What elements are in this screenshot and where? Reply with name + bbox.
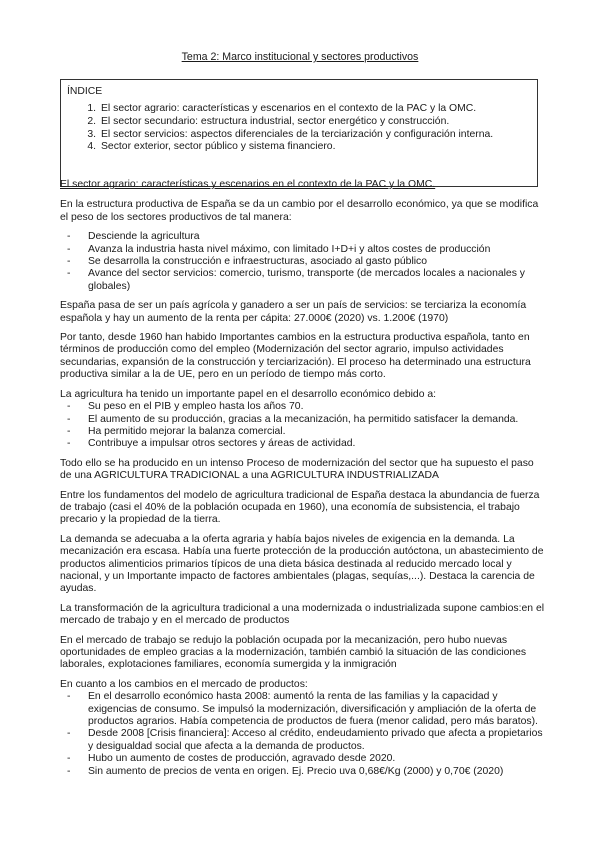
dash-marker: - [67, 243, 71, 255]
dash-marker: - [67, 231, 71, 243]
dash-marker: - [67, 401, 71, 413]
index-list [67, 103, 537, 153]
dash-marker: - [67, 728, 71, 740]
index-item: 4. Sector exterior, sector público y sistema financiero. [87, 141, 336, 153]
list-item: - Su peso en el PIB y empleo hasta los años 70. [60, 401, 548, 413]
list-item: - Sin aumento de precios de venta en origen. Ej. Precio uva 0,68€/Kg (2000) y 0,70€ (2020) [60, 766, 548, 778]
dash-marker: - [67, 438, 71, 450]
index-box [60, 79, 538, 187]
paragraph: España pasa de ser un país agrícola y ganadero a ser un país de servicios: se terciariza la economía española y hay un aumento de la renta per cápita: 27.000€ (2020) vs. 1.200€ (1970) [60, 300, 527, 324]
list-item: - Avance del sector servicios: comercio, turismo, transporte (de mercados locales a nacionales y globales) [60, 268, 548, 293]
list-item: - El aumento de su producción, gracias a la mecanización, ha permitido satisfacer la demanda. [60, 414, 548, 426]
paragraph: Todo ello se ha producido en un intenso Proceso de modernización del sector que ha supuesto el paso de una AGRICULTURA TRADICIONAL a una AGRICULTURA INDUSTRIALIZADA [60, 457, 534, 482]
list-item: - Avanza la industria hasta nivel máximo, con limitado I+D+i y altos costes de producción [60, 244, 548, 256]
paragraph: La agricultura ha tenido un importante papel en el desarrollo económico debido a: [60, 388, 437, 400]
dash-list [60, 231, 548, 293]
index-heading: ÍNDICE [67, 86, 103, 97]
paragraph: La transformación de la agricultura tradicional a una modernizada o industrializada supone cambios:en el mercado de trabajo y en el mercado de productos [60, 602, 545, 627]
list-item: - Ha permitido mejorar la balanza comercial. [60, 426, 548, 438]
dash-marker: - [67, 256, 71, 268]
dash-list [60, 401, 548, 451]
dash-marker: - [67, 425, 71, 437]
dash-marker: - [67, 765, 71, 777]
dash-marker: - [67, 413, 71, 425]
list-item: - Contribuye a impulsar otros sectores y áreas de actividad. [60, 438, 548, 450]
document-body [60, 179, 548, 785]
dash-list [60, 691, 548, 778]
section-title: El sector agrario: características y escenarios en el contexto de la PAC y la OMC. [60, 179, 436, 190]
dash-marker: - [67, 691, 71, 703]
list-item: - En el desarrollo económico hasta 2008: aumentó la renta de las familias y la capacidad y exigencias de consumo. Se impulsó la modernización, diversificación y ampliación de la oferta de productos agrarios. Había competencia de productos de fuera (menor calidad, pero más baratos). [60, 691, 548, 728]
dash-marker: - [67, 753, 71, 765]
paragraph: En la estructura productiva de España se da un cambio por el desarrollo económico, ya que se modifica el peso de los sectores productivos de tal manera: [60, 199, 539, 223]
dash-marker: - [67, 268, 71, 280]
paragraph: Por tanto, desde 1960 han habido Importantes cambios en la estructura productiva española, tanto en términos de producción como del empleo (Modernización del sector agrario, impulso actividades secundarias, expansión de la construcción y terciarización). El proceso ha determinado una estructura productiva similar a la de UE, pero en un período de tiempo más corto. [60, 332, 531, 381]
paragraph: En cuanto a los cambios en el mercado de productos: [60, 678, 308, 690]
paragraph: Entre los fundamentos del modelo de agricultura tradicional de España destaca la abundancia de fuerza de trabajo (casi el 40% de la población ocupada en 1960), una economía de subsistencia, el trabajo precario y la propiedad de la tierra. [60, 489, 540, 526]
document-title: Tema 2: Marco institucional y sectores productivos [181, 51, 419, 63]
list-item: - Hubo un aumento de costes de producción, agravado desde 2020. [60, 753, 548, 765]
list-item: - Desciende la agricultura [60, 231, 548, 243]
paragraph: La demanda se adecuaba a la oferta agraria y había bajos niveles de exigencia en la demanda. La mecanización era escasa. Había una fuerte protección de la producción autóctona, un abastecimiento de productos alimenticios primarios típicos de una dieta básica destinada al reducido mercado local y nacional, y un Importante impacto de factores ambientales (plagas, sequías,...). Destaca la carencia de ayudas. [60, 533, 544, 595]
index-item: 1. El sector agrario: características y escenarios en el contexto de la PAC y la OMC. [87, 103, 477, 115]
list-item: - Se desarrolla la construcción e infraestructuras, asociado al gasto público [60, 256, 548, 268]
paragraph: En el mercado de trabajo se redujo la población ocupada por la mecanización, pero hubo nuevas oportunidades de empleo gracias a la modernización, también cambió la situación de las condiciones laborales, explotaciones familiares, economía sumergida y la inmigración [60, 634, 527, 671]
list-item: - Desde 2008 [Crisis financiera]: Acceso al crédito, endeudamiento privado que afecta a propietarios y desigualdad social que afecta a la demanda de productos. [60, 728, 548, 753]
index-item: 3. El sector servicios: aspectos diferenciales de la terciarización y configuración interna. [87, 128, 494, 140]
index-item: 2. El sector secundario: estructura industrial, sector energético y construcción. [87, 116, 450, 127]
